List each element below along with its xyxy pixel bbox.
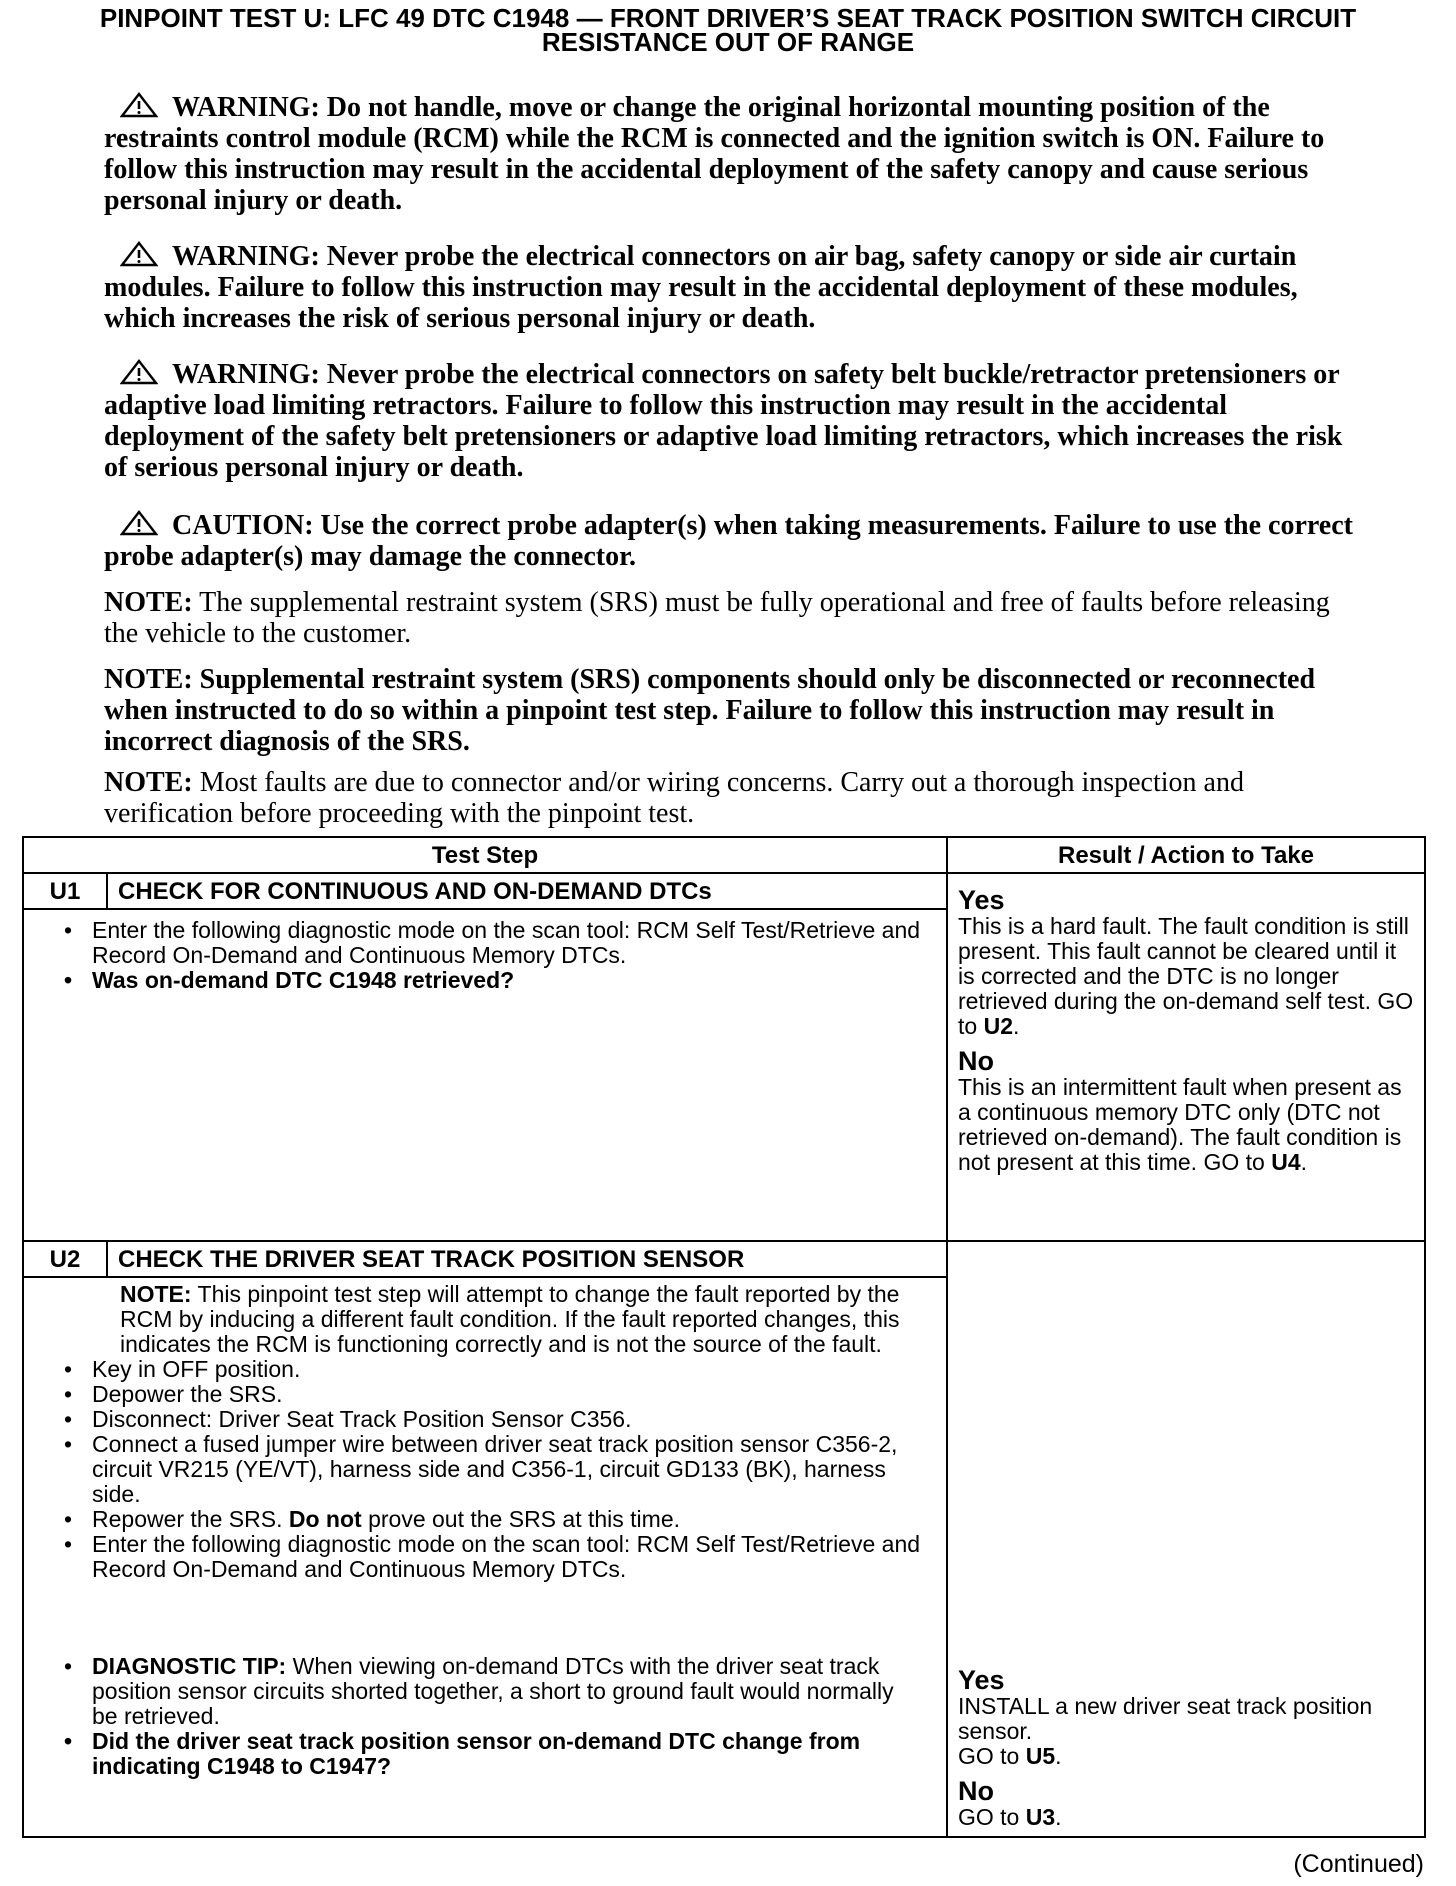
table-row-u2-title xyxy=(23,1241,1425,1277)
header-result-action: Result / Action to Take xyxy=(947,837,1425,873)
step-number: U2 xyxy=(23,1241,107,1277)
result-no-label: No xyxy=(958,1776,994,1806)
result-yes-text: This is a hard fault. The fault condition is still present. This fault cannot be cleared until it is corrected and the DTC is no longer retrieved during the on-demand self test. GO to U2. xyxy=(958,913,1414,1039)
step-instruction: • Enter the following diagnostic mode on the scan tool: RCM Self Test/Retrieve and Record On-Demand and Continuous Memory DTCs. xyxy=(64,918,922,968)
result-text: This is an intermittent fault when present as a continuous memory DTC only (DTC not retrieved on-demand). The fault condition is not present at this time. GO to xyxy=(958,1074,1402,1175)
step-title: CHECK THE DRIVER SEAT TRACK POSITION SENSOR xyxy=(107,1241,947,1277)
result-no-text: This is an intermittent fault when present as a continuous memory DTC only (DTC not retrieved on-demand). The fault condition is not present at this time. GO to U4. xyxy=(958,1074,1402,1175)
note-text: The supplemental restraint system (SRS) must be fully operational and free of faults before releasing the vehicle to the customer. xyxy=(104,587,1330,649)
step-title: CHECK FOR CONTINUOUS AND ON-DEMAND DTCs xyxy=(107,873,947,909)
result-cell-u1 xyxy=(947,873,1425,1241)
caution-text: CAUTION: Use the correct probe adapter(s) when taking measurements. Failure to use the correct probe adapter(s) may damage the connector. xyxy=(104,510,1353,572)
step-body-u1 xyxy=(23,909,947,1241)
warning-text: WARNING: Do not handle, move or change the original horizontal mounting position of the restraints control module (RCM) while the RCM is connected and the ignition switch is ON. Failure to follow this instruction may result in the accidental deployment of the safety canopy and cause serious personal injury or death. xyxy=(104,92,1325,216)
instruction-emphasis: Do not xyxy=(288,1506,362,1532)
tip-text: When viewing on-demand DTCs with the driver seat track position sensor circuits shorted together, a short to ground fault would normally be retrieved. xyxy=(92,1653,894,1729)
table-row-u1-title xyxy=(23,873,1425,909)
pinpoint-test-table xyxy=(22,836,1426,1838)
step-question: • Was on-demand DTC C1948 retrieved? xyxy=(64,968,922,993)
note-text: NOTE: Supplemental restraint system (SRS) components should only be disconnected or reconnected when instructed to do so within a pinpoint test step. Failure to follow this instruction may result in incorrect diagnosis of the SRS. xyxy=(104,664,1316,757)
diagnostic-tip xyxy=(64,1654,922,1729)
step-body-u2 xyxy=(23,1277,947,1837)
goto-step: U3 xyxy=(1025,1804,1056,1830)
note-connector-wiring xyxy=(104,767,1364,829)
step-instruction: • Key in OFF position. xyxy=(64,1357,922,1382)
table-header-row xyxy=(23,837,1425,873)
step-instruction: • Enter the following diagnostic mode on the scan tool: RCM Self Test/Retrieve and Record On-Demand and Continuous Memory DTCs. xyxy=(64,1532,922,1582)
result-cell-u2 xyxy=(947,1241,1425,1837)
instruction-text: Repower the SRS. xyxy=(92,1506,289,1532)
result-no-label: No xyxy=(958,1046,994,1076)
caution-triangle-icon xyxy=(120,510,158,536)
goto-prefix: GO to xyxy=(958,1743,1026,1769)
step-instruction: • Connect a fused jumper wire between driver seat track position sensor C356-2, circuit VR215 (YE/VT), harness side and C356-1, circuit GD133 (BK), harness side. xyxy=(64,1432,922,1507)
warning-probe-airbag xyxy=(104,241,1364,334)
note-text: Most faults are due to connector and/or wiring concerns. Carry out a thorough inspection and verification before proceeding with the pinpoint test. xyxy=(104,767,1244,829)
warning-text: WARNING: Never probe the electrical connectors on safety belt buckle/retractor pretensioners or adaptive load limiting retractors. Failure to follow this instruction may result in the accidental deployment of the safety belt pretensioners or adaptive load limiting retractors, which increases the risk of serious personal injury or death. xyxy=(104,359,1343,483)
step-number: U1 xyxy=(23,873,107,909)
step-question: • Did the driver seat track position sensor on-demand DTC change from indicating C1948 to C1947? xyxy=(64,1729,922,1779)
warning-triangle-icon xyxy=(120,92,158,118)
warning-rcm-mounting xyxy=(104,92,1364,216)
warning-triangle-icon xyxy=(120,359,158,385)
continued-label: (Continued) xyxy=(1293,1850,1424,1878)
warning-triangle-icon xyxy=(120,241,158,267)
note-label: NOTE: xyxy=(104,767,193,798)
result-text: This is a hard fault. The fault condition is still present. This fault cannot be cleared until it is corrected and the DTC is no longer retrieved during the on-demand self test. GO to xyxy=(958,913,1414,1039)
page-title xyxy=(0,3,1456,57)
result-no-goto: GO to U3. xyxy=(958,1804,1062,1830)
warning-probe-pretensioner xyxy=(104,359,1364,483)
title-line-1: PINPOINT TEST U: LFC 49 DTC C1948 — FRONT DRIVER’S SEAT TRACK POSITION SWITCH CIRCUIT xyxy=(99,3,1357,33)
step-instruction: • Depower the SRS. xyxy=(64,1382,922,1407)
title-line-2: RESISTANCE OUT OF RANGE xyxy=(541,27,915,57)
step-instruction: • Disconnect: Driver Seat Track Position Sensor C356. xyxy=(64,1407,922,1432)
goto-step: U4 xyxy=(1271,1149,1301,1175)
tip-label: DIAGNOSTIC TIP: xyxy=(92,1653,287,1679)
step-note xyxy=(24,1278,946,1357)
header-test-step: Test Step xyxy=(23,837,947,873)
result-yes-label: Yes xyxy=(958,885,1005,915)
step-instruction xyxy=(64,1507,922,1532)
goto-step: U2 xyxy=(983,1013,1013,1039)
note-text: This pinpoint test step will attempt to change the fault reported by the RCM by inducing a different fault condition. If the fault reported changes, this indicates the RCM is functioning correctly and is not the source of the fault. xyxy=(120,1281,900,1357)
result-yes-goto: GO to U5. xyxy=(958,1743,1062,1769)
note-label: NOTE: xyxy=(120,1281,192,1307)
warning-text: WARNING: Never probe the electrical connectors on air bag, safety canopy or side air curtain modules. Failure to follow this instruction may result in the accidental deployment of these modules, which increases the risk of serious personal injury or death. xyxy=(104,241,1298,334)
goto-step: U5 xyxy=(1025,1743,1056,1769)
instruction-text: prove out the SRS at this time. xyxy=(361,1506,681,1532)
note-srs-disconnect xyxy=(104,664,1364,757)
caution-probe-adapter xyxy=(104,510,1364,572)
goto-prefix: GO to xyxy=(958,1804,1026,1830)
note-label: NOTE: xyxy=(104,587,193,618)
result-yes-text: INSTALL a new driver seat track position sensor. xyxy=(958,1693,1373,1744)
note-srs-operational xyxy=(104,587,1364,649)
result-yes-label: Yes xyxy=(958,1665,1005,1695)
